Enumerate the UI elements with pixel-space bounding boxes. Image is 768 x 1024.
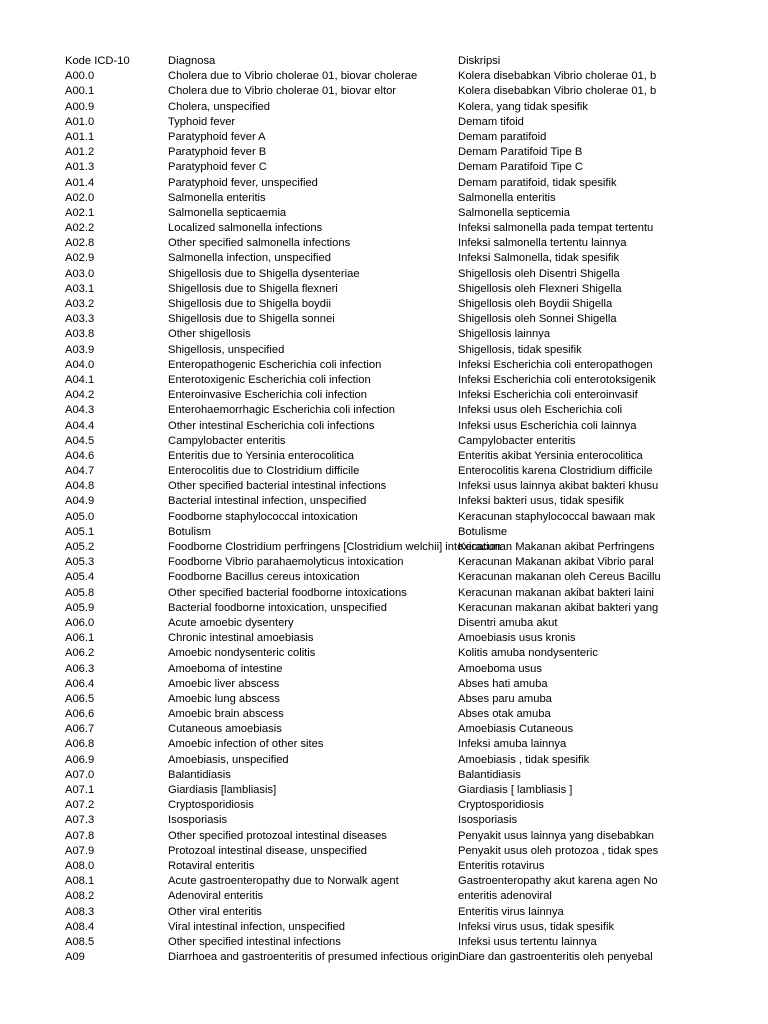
cell-diagnosis[interactable]: Shigellosis, unspecified: [168, 343, 285, 356]
table-row: [65, 115, 677, 130]
cell-code[interactable]: A06.2: [65, 647, 95, 660]
cell-code[interactable]: A07.3: [65, 814, 95, 827]
cell-code[interactable]: A05.2: [65, 541, 95, 553]
cell-description[interactable]: Disentri amuba akut: [458, 616, 558, 629]
cell-diagnosis[interactable]: Other specified intestinal infections: [168, 935, 341, 948]
table-row: [65, 449, 677, 464]
cell-code[interactable]: A05.4: [65, 571, 95, 584]
cell-description[interactable]: Amoebiasis Cutaneous: [458, 723, 574, 736]
cell-code[interactable]: A03.2: [65, 298, 95, 310]
cell-diagnosis[interactable]: Isosporiasis: [168, 814, 228, 827]
cell-diagnosis[interactable]: Shigellosis due to Shigella dysenteriae: [168, 267, 360, 280]
cell-code[interactable]: A06.4: [65, 677, 95, 690]
cell-description[interactable]: Demam Paratifoid Tipe B: [458, 146, 583, 159]
cell-diagnosis[interactable]: Diarrhoea and gastroenteritis of presumed infectious origin: [168, 951, 459, 964]
cell-description[interactable]: Demam Paratifoid Tipe C: [458, 161, 583, 174]
table-row: [65, 798, 677, 813]
cell-description[interactable]: Giardiasis [ lambliasis ]: [458, 784, 573, 796]
cell-code[interactable]: A01.4: [65, 176, 95, 189]
header-description[interactable]: Diskripsi: [458, 55, 501, 67]
cell-code[interactable]: A01.3: [65, 161, 95, 174]
cell-diagnosis[interactable]: Other specified bacterial foodborne intoxications: [168, 586, 407, 599]
table-row: [65, 920, 677, 935]
cell-diagnosis[interactable]: Chronic intestinal amoebiasis: [168, 632, 314, 645]
table-row: [65, 540, 677, 555]
cell-description[interactable]: Kolera, yang tidak spesifik: [458, 100, 588, 113]
cell-description[interactable]: Isosporiasis: [458, 814, 518, 827]
cell-diagnosis[interactable]: Amoeboma of intestine: [168, 662, 283, 675]
cell-description[interactable]: Demam tifoid: [458, 115, 524, 128]
table-row: [65, 251, 677, 266]
cell-code[interactable]: A04.1: [65, 373, 95, 386]
cell-code[interactable]: A04.3: [65, 404, 95, 417]
cell-diagnosis[interactable]: Salmonella enteritis: [168, 191, 266, 204]
cell-diagnosis[interactable]: Shigellosis due to Shigella sonnei: [168, 313, 335, 326]
header-diagnosis[interactable]: Diagnosa: [168, 55, 216, 67]
cell-code[interactable]: A02.0: [65, 191, 95, 204]
cell-description[interactable]: Penyakit usus lainnya yang disebabkan: [458, 829, 654, 842]
table-row: [65, 358, 677, 373]
cell-diagnosis[interactable]: Amoebic nondysenteric colitis: [168, 647, 316, 660]
cell-code[interactable]: A04.6: [65, 449, 95, 462]
table-row: [65, 479, 677, 494]
table-row: [65, 525, 677, 540]
table-row: [65, 191, 677, 206]
cell-code[interactable]: A01.0: [65, 115, 95, 128]
table-row: [65, 343, 677, 358]
cell-diagnosis[interactable]: Enterotoxigenic Escherichia coli infection: [168, 373, 371, 386]
table-row: [65, 692, 677, 707]
cell-description[interactable]: Demam paratifoid, tidak spesifik: [458, 176, 617, 189]
table-row: [65, 737, 677, 752]
cell-code[interactable]: A00.9: [65, 100, 95, 113]
table-row: [65, 677, 677, 692]
cell-code[interactable]: A07.1: [65, 784, 95, 796]
table-row: [65, 69, 677, 84]
cell-description[interactable]: Botulisme: [458, 525, 508, 538]
cell-diagnosis[interactable]: Enteroinvasive Escherichia coli infection: [168, 389, 367, 402]
cell-description[interactable]: Infeksi virus usus, tidak spesifik: [458, 920, 615, 933]
cell-description[interactable]: Keracunan makanan akibat bakteri laini: [458, 586, 654, 599]
cell-diagnosis[interactable]: Cholera, unspecified: [168, 100, 270, 113]
cell-description[interactable]: Salmonella septicemia: [458, 206, 570, 219]
table-row: [65, 494, 677, 509]
table-row: [65, 722, 677, 737]
cell-diagnosis[interactable]: Botulism: [168, 525, 211, 538]
table-row: [65, 844, 677, 859]
cell-code[interactable]: A08.2: [65, 890, 95, 903]
table-row: [65, 570, 677, 585]
table-row: [65, 130, 677, 145]
cell-description[interactable]: Infeksi Escherichia coli enteroinvasif: [458, 389, 638, 402]
cell-diagnosis[interactable]: Enteropathogenic Escherichia coli infection: [168, 358, 382, 371]
cell-code[interactable]: A07.0: [65, 768, 95, 781]
cell-diagnosis[interactable]: Salmonella infection, unspecified: [168, 252, 331, 265]
cell-code[interactable]: A05.9: [65, 601, 95, 614]
cell-description[interactable]: Balantidiasis: [458, 768, 521, 781]
cell-code[interactable]: A08.3: [65, 905, 95, 918]
cell-description[interactable]: Salmonella enteritis: [458, 191, 556, 204]
cell-diagnosis[interactable]: Enterocolitis due to Clostridium difficile: [168, 465, 360, 478]
cell-diagnosis[interactable]: Campylobacter enteritis: [168, 434, 286, 447]
cell-description[interactable]: Shigellosis oleh Flexneri Shigella: [458, 282, 622, 295]
table-row: [65, 555, 677, 570]
cell-description[interactable]: Infeksi usus lainnya akibat bakteri khusu: [458, 480, 659, 493]
table-row: [65, 100, 677, 115]
cell-code[interactable]: A06.8: [65, 738, 95, 751]
cell-diagnosis[interactable]: Paratyphoid fever A: [168, 130, 266, 143]
table-row: [65, 783, 677, 798]
cell-description[interactable]: Shigellosis oleh Disentri Shigella: [458, 267, 620, 280]
cell-diagnosis[interactable]: Amoebic liver abscess: [168, 677, 280, 690]
cell-code[interactable]: A04.5: [65, 434, 95, 447]
cell-description[interactable]: Keracunan makanan akibat bakteri yang: [458, 601, 659, 614]
cell-description[interactable]: enteritis adenoviral: [458, 890, 552, 903]
table-row: [65, 768, 677, 783]
table-row: [65, 616, 677, 631]
table-row: [65, 874, 677, 889]
cell-diagnosis[interactable]: Amoebic brain abscess: [168, 708, 284, 721]
cell-code[interactable]: A06.7: [65, 723, 95, 736]
cell-description[interactable]: Infeksi usus oleh Escherichia coli: [458, 404, 623, 417]
table-row: [65, 176, 677, 191]
cell-diagnosis[interactable]: Amoebic lung abscess: [168, 692, 280, 705]
cell-description[interactable]: Amoebiasis , tidak spesifik: [458, 753, 590, 766]
cell-diagnosis[interactable]: Salmonella septicaemia: [168, 206, 287, 219]
cell-code[interactable]: A03.3: [65, 313, 95, 326]
cell-code[interactable]: A02.8: [65, 237, 95, 250]
cell-description[interactable]: Enteritis virus lainnya: [458, 905, 564, 918]
cell-code[interactable]: A02.2: [65, 222, 95, 235]
table-row: [65, 297, 677, 312]
table-row: [65, 206, 677, 221]
cell-code[interactable]: A03.9: [65, 343, 95, 356]
cell-diagnosis[interactable]: Other specified protozoal intestinal diseases: [168, 829, 387, 842]
table-row: [65, 84, 677, 99]
table-row: [65, 601, 677, 616]
cell-diagnosis[interactable]: Bacterial foodborne intoxication, unspecified: [168, 601, 387, 614]
cell-diagnosis[interactable]: Amoebic infection of other sites: [168, 738, 324, 751]
cell-description[interactable]: Abses otak amuba: [458, 708, 551, 721]
cell-code[interactable]: A08.5: [65, 935, 95, 948]
cell-diagnosis[interactable]: Other specified bacterial intestinal infections: [168, 480, 387, 493]
header-row: [65, 54, 677, 69]
cell-code[interactable]: A06.9: [65, 753, 95, 766]
cell-code[interactable]: A08.4: [65, 920, 95, 933]
cell-description[interactable]: Infeksi usus tertentu lainnya: [458, 935, 597, 948]
table-row: [65, 145, 677, 160]
table-row: [65, 434, 677, 449]
cell-description[interactable]: Infeksi salmonella pada tempat tertentu: [458, 222, 654, 235]
cell-diagnosis[interactable]: Other specified salmonella infections: [168, 237, 351, 250]
cell-diagnosis[interactable]: Typhoid fever: [168, 115, 236, 128]
table-row: [65, 905, 677, 920]
cell-diagnosis[interactable]: Cutaneous amoebiasis: [168, 723, 282, 736]
table-row: [65, 282, 677, 297]
cell-description[interactable]: Keracunan makanan oleh Cereus Bacillu: [458, 571, 661, 584]
cell-diagnosis[interactable]: Bacterial intestinal infection, unspecified: [168, 495, 367, 508]
table-row: [65, 586, 677, 601]
cell-description[interactable]: Kolera disebabkan Vibrio cholerae 01, b: [458, 85, 657, 98]
cell-diagnosis[interactable]: Other intestinal Escherichia coli infections: [168, 419, 375, 432]
table-row: [65, 510, 677, 525]
cell-description[interactable]: Infeksi Salmonella, tidak spesifik: [458, 252, 620, 265]
cell-diagnosis[interactable]: Paratyphoid fever C: [168, 161, 267, 174]
table-row: [65, 646, 677, 661]
table-row: [65, 312, 677, 327]
table-row: [65, 889, 677, 904]
cell-code[interactable]: A04.0: [65, 358, 95, 371]
cell-code[interactable]: A00.1: [65, 85, 95, 98]
cell-code[interactable]: A04.2: [65, 389, 95, 402]
table-row: [65, 950, 677, 965]
table-body: [65, 69, 677, 965]
cell-code[interactable]: A01.2: [65, 146, 95, 159]
cell-code[interactable]: A06.1: [65, 632, 95, 645]
cell-description[interactable]: Enteritis akibat Yersinia enterocolitica: [458, 449, 643, 462]
table-row: [65, 373, 677, 388]
cell-code[interactable]: A04.8: [65, 480, 95, 493]
table-row: [65, 935, 677, 950]
cell-code[interactable]: A07.2: [65, 799, 95, 812]
cell-diagnosis[interactable]: Enteritis due to Yersinia enterocolitica: [168, 449, 354, 462]
cell-diagnosis[interactable]: Amoebiasis, unspecified: [168, 753, 289, 766]
cell-description[interactable]: Infeksi Escherichia coli enterotoksigenik: [458, 373, 656, 386]
cell-diagnosis[interactable]: Protozoal intestinal disease, unspecified: [168, 844, 368, 857]
cell-code[interactable]: A00.0: [65, 70, 95, 83]
cell-diagnosis[interactable]: Cholera due to Vibrio cholerae 01, biovar cholerae: [168, 70, 418, 83]
table-row: [65, 160, 677, 175]
table-row: [65, 236, 677, 251]
cell-code[interactable]: A06.6: [65, 708, 95, 721]
table-row: [65, 753, 677, 768]
cell-diagnosis[interactable]: Localized salmonella infections: [168, 222, 323, 235]
cell-diagnosis[interactable]: Foodborne Clostridium perfringens [Clostridium welchii] intoxication: [168, 541, 502, 553]
table-row: [65, 419, 677, 434]
cell-diagnosis[interactable]: Balantidiasis: [168, 768, 231, 781]
cell-description[interactable]: Keracunan staphylococcal bawaan mak: [458, 510, 656, 523]
cell-description[interactable]: Amoebiasis usus kronis: [458, 632, 576, 645]
cell-diagnosis[interactable]: Acute gastroenteropathy due to Norwalk agent: [168, 875, 399, 888]
cell-diagnosis[interactable]: Giardiasis [lambliasis]: [168, 784, 277, 796]
cell-code[interactable]: A03.0: [65, 267, 95, 280]
cell-code[interactable]: A08.1: [65, 875, 95, 888]
table-row: [65, 813, 677, 828]
cell-description[interactable]: Kolitis amuba nondysenteric: [458, 647, 598, 660]
cell-description[interactable]: Amoeboma usus: [458, 662, 542, 675]
cell-diagnosis[interactable]: Viral intestinal infection, unspecified: [168, 920, 346, 933]
cell-description[interactable]: Gastroenteropathy akut karena agen No: [458, 875, 658, 888]
cell-code[interactable]: A03.8: [65, 328, 95, 341]
table-row: [65, 464, 677, 479]
cell-code[interactable]: A06.3: [65, 662, 95, 675]
cell-diagnosis[interactable]: Other viral enteritis: [168, 905, 262, 918]
cell-diagnosis[interactable]: Foodborne staphylococcal intoxication: [168, 510, 358, 523]
cell-diagnosis[interactable]: Cholera due to Vibrio cholerae 01, biovar eltor: [168, 85, 397, 98]
cell-description[interactable]: Keracunan Makanan akibat Vibrio paral: [458, 556, 654, 569]
cell-code[interactable]: A03.1: [65, 282, 95, 295]
cell-description[interactable]: Shigellosis lainnya: [458, 328, 551, 341]
cell-diagnosis[interactable]: Rotaviral enteritis: [168, 859, 255, 872]
cell-diagnosis[interactable]: Paratyphoid fever, unspecified: [168, 176, 318, 189]
cell-description[interactable]: Infeksi bakteri usus, tidak spesifik: [458, 495, 625, 508]
cell-code[interactable]: A05.0: [65, 510, 95, 523]
cell-description[interactable]: Penyakit usus oleh protozoa , tidak spes: [458, 844, 659, 857]
table-row: [65, 631, 677, 646]
cell-description[interactable]: Abses paru amuba: [458, 692, 552, 705]
cell-description[interactable]: Infeksi amuba lainnya: [458, 738, 567, 751]
cell-description[interactable]: Campylobacter enteritis: [458, 434, 576, 447]
cell-diagnosis[interactable]: Cryptosporidiosis: [168, 799, 254, 812]
table-row: [65, 707, 677, 722]
cell-description[interactable]: Keracunan Makanan akibat Perfringens: [458, 541, 655, 553]
cell-code[interactable]: A05.8: [65, 586, 95, 599]
table-row: [65, 859, 677, 874]
table-row: [65, 403, 677, 418]
cell-diagnosis[interactable]: Adenoviral enteritis: [168, 890, 264, 903]
cell-code[interactable]: A02.1: [65, 206, 95, 219]
cell-description[interactable]: Infeksi salmonella tertentu lainnya: [458, 237, 627, 250]
table-row: [65, 388, 677, 403]
cell-diagnosis[interactable]: Foodborne Vibrio parahaemolyticus intoxication: [168, 556, 404, 569]
cell-diagnosis[interactable]: Acute amoebic dysentery: [168, 616, 294, 629]
cell-description[interactable]: Kolera disebabkan Vibrio cholerae 01, b: [458, 70, 657, 83]
icd10-spreadsheet: [65, 54, 677, 965]
cell-description[interactable]: Shigellosis oleh Sonnei Shigella: [458, 313, 617, 326]
table-row: [65, 829, 677, 844]
cell-code[interactable]: A02.9: [65, 252, 95, 265]
cell-diagnosis[interactable]: Shigellosis due to Shigella flexneri: [168, 282, 338, 295]
cell-description[interactable]: Abses hati amuba: [458, 677, 548, 690]
cell-description[interactable]: Shigellosis oleh Boydii Shigella: [458, 298, 613, 310]
cell-description[interactable]: Demam paratifoid: [458, 130, 547, 143]
cell-code[interactable]: A04.4: [65, 419, 95, 432]
table-row: [65, 662, 677, 677]
cell-diagnosis[interactable]: Shigellosis due to Shigella boydii: [168, 298, 331, 310]
table-row: [65, 221, 677, 236]
table-row: [65, 327, 677, 342]
cell-code[interactable]: A09: [65, 951, 85, 964]
cell-code[interactable]: A06.0: [65, 616, 95, 629]
cell-diagnosis[interactable]: Enterohaemorrhagic Escherichia coli infection: [168, 404, 395, 417]
cell-description[interactable]: Enteritis rotavirus: [458, 859, 545, 872]
cell-description[interactable]: Enterocolitis karena Clostridium difficile: [458, 465, 653, 478]
cell-code[interactable]: A01.1: [65, 130, 95, 143]
cell-code[interactable]: A05.3: [65, 556, 95, 569]
cell-code[interactable]: A07.8: [65, 829, 95, 842]
cell-code[interactable]: A08.0: [65, 859, 95, 872]
table-row: [65, 267, 677, 282]
cell-code[interactable]: A07.9: [65, 844, 95, 857]
cell-description[interactable]: Infeksi Escherichia coli enteropathogen: [458, 358, 653, 371]
cell-code[interactable]: A04.7: [65, 465, 95, 478]
cell-description[interactable]: Infeksi usus Escherichia coli lainnya: [458, 419, 637, 432]
cell-diagnosis[interactable]: Foodborne Bacillus cereus intoxication: [168, 571, 360, 584]
cell-description[interactable]: Diare dan gastroenteritis oleh penyebal: [458, 951, 653, 964]
cell-description[interactable]: Shigellosis, tidak spesifik: [458, 343, 582, 356]
cell-description[interactable]: Cryptosporidiosis: [458, 799, 544, 812]
header-code[interactable]: Kode ICD-10: [65, 55, 130, 67]
cell-diagnosis[interactable]: Paratyphoid fever B: [168, 146, 267, 159]
cell-code[interactable]: A05.1: [65, 525, 95, 538]
cell-code[interactable]: A06.5: [65, 692, 95, 705]
cell-diagnosis[interactable]: Other shigellosis: [168, 328, 251, 341]
cell-code[interactable]: A04.9: [65, 495, 95, 508]
